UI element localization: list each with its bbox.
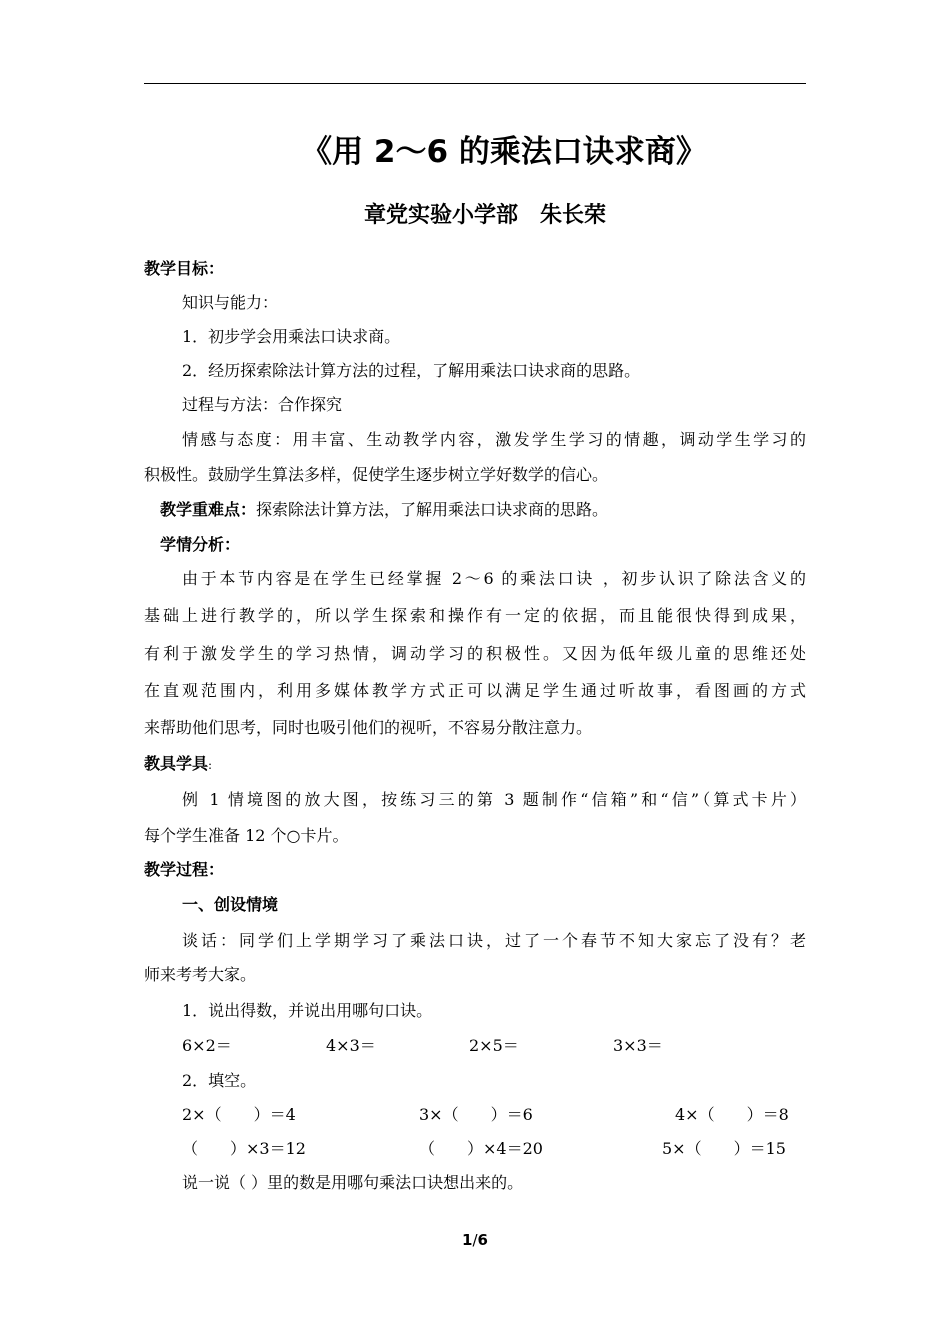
analysis-line-2: 基础上进行教学的，所以学生探索和操作有一定的依据，而且能很快得到成果， <box>144 606 806 625</box>
page-total: 6 <box>477 1231 488 1249</box>
blank-row3-1: （ ）×3＝12 <box>182 1139 306 1158</box>
goals-emotion-line-1: 情感与态度：用丰富、生动教学内容，激发学生学习的情趣，调动学生学习的 <box>182 430 806 449</box>
analysis-line-5: 来帮助他们思考，同时也吸引他们的视听，不容易分散注意力。 <box>144 718 593 737</box>
header-rule <box>144 83 806 84</box>
key-points-label: 教学重难点： <box>160 500 257 519</box>
say-line: 说一说（ ）里的数是用哪句乘法口诀想出来的。 <box>182 1173 524 1192</box>
goals-process: 过程与方法：合作探究 <box>182 395 343 414</box>
expr-row1-4: 3×3＝ <box>613 1036 663 1055</box>
key-points <box>160 498 608 522</box>
blank-row2-3: 4×（ ）＝8 <box>675 1105 789 1124</box>
page-separator: / <box>472 1231 478 1249</box>
tools-line-2: 每个学生准备 12 个○卡片。 <box>144 826 349 845</box>
process-heading: 教学过程： <box>144 860 225 879</box>
talk-line-2: 师来考考大家。 <box>144 965 257 984</box>
key-points-text: 探索除法计算方法，了解用乘法口诀求商的思路。 <box>256 500 609 519</box>
talk-line-1: 谈话：同学们上学期学习了乘法口诀，过了一个春节不知大家忘了没有？老 <box>182 931 806 950</box>
page-title: 《用 2～6 的乘法口诀求商》 <box>301 134 707 170</box>
goals-knowledge: 知识与能力： <box>182 293 279 312</box>
goals-item-2: 2．经历探索除法计算方法的过程，了解用乘法口诀求商的思路。 <box>182 361 641 380</box>
blank-row2-2: 3×（ ）＝6 <box>419 1105 533 1124</box>
task-2: 2．填空。 <box>182 1071 257 1090</box>
tools-line-1: 例 1 情境图的放大图，按练习三的第 3 题制作“信箱”和“信”（算式卡片） <box>182 790 806 809</box>
tools-heading-label: 教具学具 <box>144 754 209 773</box>
tools-heading-colon: : <box>208 758 213 772</box>
blank-row3-2: （ ）×4＝20 <box>419 1139 543 1158</box>
analysis-line-4: 在直观范围内，利用多媒体教学方式正可以满足学生通过听故事，看图画的方式 <box>144 681 806 700</box>
step1-heading: 一、创设情境 <box>182 895 279 914</box>
expr-row1-2: 4×3＝ <box>326 1036 376 1055</box>
blank-row3-3: 5×（ ）＝15 <box>662 1139 786 1158</box>
author-line: 章党实验小学部 朱长荣 <box>363 203 606 228</box>
page-number <box>0 1228 950 1252</box>
goals-emotion-line-2: 积极性。鼓励学生算法多样，促使学生逐步树立学好数学的信心。 <box>144 465 609 484</box>
expr-row1-1: 6×2＝ <box>182 1036 232 1055</box>
tools-heading <box>144 752 212 777</box>
expr-row1-3: 2×5＝ <box>469 1036 519 1055</box>
page-current: 1 <box>462 1231 473 1249</box>
goals-item-1: 1．初步学会用乘法口诀求商。 <box>182 327 401 346</box>
task-1: 1．说出得数，并说出用哪句口诀。 <box>182 1001 433 1020</box>
analysis-heading: 学情分析： <box>160 535 241 554</box>
analysis-line-3: 有利于激发学生的学习热情，调动学习的积极性。又因为低年级儿童的思维还处 <box>144 644 806 663</box>
analysis-line-1: 由于本节内容是在学生已经掌握 2～6 的乘法口诀 ，初步认识了除法含义的 <box>182 569 806 588</box>
blank-row2-1: 2×（ ）＝4 <box>182 1105 296 1124</box>
goals-heading: 教学目标： <box>144 259 225 278</box>
